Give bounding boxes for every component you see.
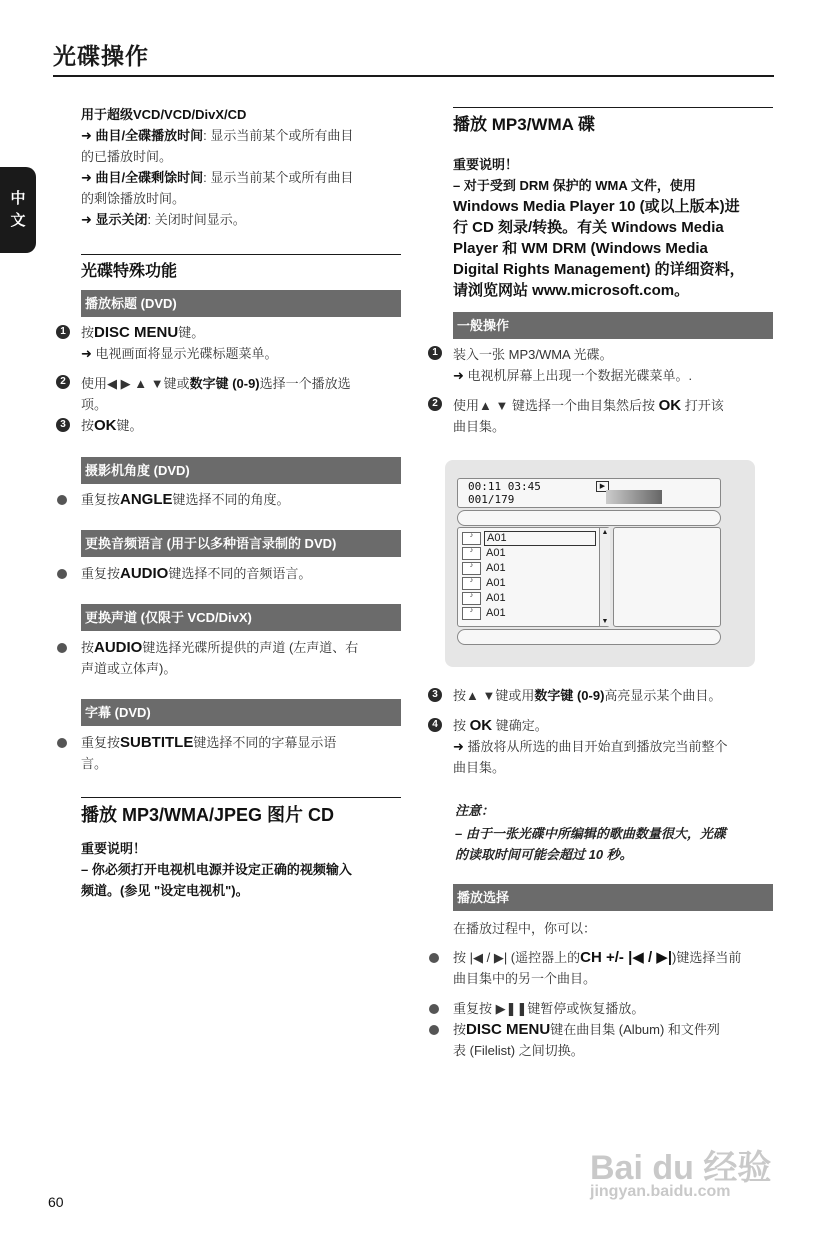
step-number-3: 3 [56,418,70,432]
general-step-4 [453,715,778,778]
note-text: – 由于一张光碟中所编辑的歌曲数量很大，光碟 [455,826,726,841]
intro-heading: 用于超级VCD/VCD/DivX/CD [81,107,247,122]
music-file-icon: ♪ [462,577,481,590]
info-bar [457,510,721,526]
page-number: 60 [48,1194,64,1210]
angle-key: ANGLE [120,491,173,508]
elapsed-time-label: 曲目/全碟播放时间 [95,128,204,143]
intro-section [81,104,401,230]
track-list [457,527,610,627]
language-tab-char-2: 文 [10,212,26,229]
preview-panel [613,527,721,627]
play-select-bullet-2: 重复按 ▶❚❚键暂停或恢复播放。 [453,1001,645,1016]
bullet-text-2: 表 (Filelist) 之间切换。 [453,1043,584,1058]
list-item[interactable] [462,546,596,561]
during-playback-text: 在播放过程中，你可以： [453,921,597,936]
step-number-4: 4 [428,718,442,732]
audio-language-text [81,563,311,584]
bullet-text-2: 曲目集中的另一个曲目。 [453,971,597,986]
step-text: 打开该 [681,398,724,413]
step-result: 电视机屏幕上出现一个数据光碟菜单。. [467,368,693,383]
step-number-1: 1 [56,325,70,339]
bullet-text: 重复按 [81,735,121,750]
ch-key: CH +/- |◀ / ▶| [580,949,673,966]
general-step-3 [453,685,773,706]
bullet-text: 键选择不同的角度。 [172,492,290,507]
list-item[interactable] [462,531,596,546]
step-text: 键确定。 [492,718,548,733]
step-text: 高亮显示某个曲目。 [604,688,722,703]
special-step-3 [81,415,143,436]
track-name: A01 [486,592,506,604]
baidu-watermark-url: jingyan.baidu.com [590,1183,731,1200]
section-rule [81,254,401,255]
special-functions-title: 光碟特殊功能 [81,263,178,280]
elapsed-time-text-2: 的已播放时间。 [81,149,173,164]
baidu-watermark-logo: Bai du 经验 [590,1149,772,1187]
ok-key: OK [658,397,682,414]
arrow-icon: ➜ [453,368,464,383]
step-text: 按 [81,325,95,340]
step-text: 使用◀ ▶ ▲ ▼键或 [81,376,190,391]
arrow-icon: ➜ [81,346,92,361]
arrow-icon: ➜ [81,170,92,185]
step-text: 选择一个播放选 [259,376,351,391]
drm-line: Windows Media Player 10 (或以上版本)进 [453,198,740,215]
list-item[interactable] [462,576,596,591]
step-text: 按▲ ▼键或用 [453,688,535,703]
arrow-icon: ➜ [81,128,92,143]
general-step-1 [453,344,773,386]
section-rule [453,107,773,108]
remaining-time-label: 曲目/全碟剩馀时间 [95,170,204,185]
bullet-text: 按 [453,1022,467,1037]
drm-link-line: 请浏览网站 www.microsoft.com。 [453,282,690,299]
track-name: A01 [486,562,506,574]
bullet [57,738,67,748]
step-result: 电视画面将显示光碟标题菜单。 [95,346,278,361]
step-text: 按 [453,718,470,733]
number-keys: 数字键 (0-9) [534,688,605,703]
drm-line: 行 CD 刻录/转换。有关 Windows Media [453,219,724,236]
bullet [57,643,67,653]
bullet [429,1004,439,1014]
subtitle-key: SUBTITLE [120,734,194,751]
bullet [429,1025,439,1035]
step-number-3: 3 [428,688,442,702]
bullet [57,495,67,505]
important-label: 重要说明！ [453,157,519,172]
mp3-section-title: 播放 MP3/WMA 碟 [453,115,595,134]
subtitle-bar: 字幕 (DVD) [81,699,401,726]
play-icon: ▶ [596,481,609,492]
audio-channel-bar: 更换声道 (仅限于 VCD/DivX) [81,604,401,631]
step-number-2: 2 [56,375,70,389]
status-panel [457,478,721,508]
step-number-1: 1 [428,346,442,360]
bullet-text: 键选择光碟所提供的声道 (左声道、右 [142,640,359,655]
ok-key: OK [94,417,117,434]
important-text: – 你必须打开电视机电源并设定正确的视频输入 [81,862,352,877]
drm-important [453,154,778,301]
bullet-text: )键选择当前 [672,950,742,965]
section-rule [81,797,401,798]
step-text: 键。 [178,325,205,340]
list-item[interactable] [462,561,596,576]
bullet-text-2: 声道或立体声)。 [81,661,177,676]
jpeg-important [81,838,411,901]
step-text-2: 曲目集。 [453,419,506,434]
language-tab [0,167,36,253]
play-select-bullet-3 [453,1019,778,1061]
step-result: 播放将从所选的曲目开始直到播放完当前整个 [467,739,728,754]
step-text: 装入一张 MP3/WMA 光碟。 [453,347,613,362]
audio-language-bar: 更换音频语言 (用于以多种语言录制的 DVD) [81,530,401,557]
arrow-icon: ➜ [453,739,464,754]
music-file-icon: ♪ [462,607,481,620]
title-rule [53,75,774,77]
help-bar [457,629,721,645]
camera-angle-text [81,489,290,510]
general-step-2 [453,395,778,437]
number-keys: 数字键 (0-9) [189,376,260,391]
bullet-text: 按 [81,640,95,655]
track-counter: 001/179 [468,493,515,506]
bullet-text: 键在曲目集 (Album) 和文件列 [550,1022,720,1037]
display-off-text: : 关闭时间显示。 [147,212,246,227]
general-operation-bar: 一般操作 [453,312,773,339]
subtitle-text [81,732,411,774]
play-select-bullet-1 [453,947,778,989]
ok-key: OK [469,717,493,734]
scroll-down-icon[interactable]: ▼ [601,618,609,625]
step-text: 键。 [116,418,143,433]
elapsed-time-text: : 显示当前某个或所有曲目 [203,128,354,143]
disc-menu-key: DISC MENU [94,324,179,341]
important-text-2: 频道。(参见 "设定电视机")。 [81,883,249,898]
note-block [455,800,780,865]
bullet-text: 重复按 [81,566,121,581]
step-number-2: 2 [428,397,442,411]
music-file-icon: ♪ [462,547,481,560]
audio-channel-text [81,637,411,679]
bullet-text: 键选择不同的音频语言。 [168,566,312,581]
list-item[interactable] [462,591,596,606]
page-title: 光碟操作 [53,43,149,69]
note-title: 注意： [455,803,495,818]
bullet-text-2: 言。 [81,756,108,771]
music-file-icon: ♪ [462,562,481,575]
scroll-up-icon[interactable]: ▲ [601,529,609,536]
bullet [57,569,67,579]
music-file-icon: ♪ [462,592,481,605]
audio-key: AUDIO [94,639,143,656]
step-text-2: 项。 [81,397,108,412]
step-text: 按 [81,418,95,433]
audio-key: AUDIO [120,565,169,582]
disc-menu-key: DISC MENU [466,1021,551,1038]
track-name: A01 [484,531,596,546]
bullet [429,953,439,963]
drm-line: Digital Rights Management) 的详细资料， [453,261,745,278]
note-text-2: 的读取时间可能会超过 10 秒。 [455,847,633,862]
level-meter [606,490,662,504]
step-result-2: 曲目集。 [453,760,506,775]
track-name: A01 [486,547,506,559]
time-readout: 00:11 03:45 [468,480,541,493]
display-off-label: 显示关闭 [95,212,148,227]
bullet-text: 重复按 [81,492,121,507]
drm-line: Player 和 WM DRM (Windows Media [453,240,708,257]
drm-line: – 对于受到 DRM 保护的 WMA 文件，使用 [453,178,696,193]
step-text: 使用▲ ▼ 键选择一个曲目集然后按 [453,398,659,413]
remaining-time-text: : 显示当前某个或所有曲目 [203,170,354,185]
jpeg-section-title: 播放 MP3/WMA/JPEG 图片 CD [81,805,335,825]
bullet-text: 按 |◀ / ▶| (遥控器上的 [453,950,581,965]
music-file-icon: ♪ [462,532,481,545]
play-selection-bar: 播放选择 [453,884,773,911]
special-step-1 [81,322,401,364]
special-step-2 [81,373,411,415]
data-disc-menu-screen [445,460,755,667]
language-tab-char-1: 中 [10,190,26,207]
play-title-bar: 播放标题 (DVD) [81,290,401,317]
remaining-time-text-2: 的剩馀播放时间。 [81,191,186,206]
arrow-icon: ➜ [81,212,92,227]
bullet-text: 键选择不同的字幕显示语 [193,735,337,750]
list-item[interactable] [462,606,596,621]
important-label: 重要说明！ [81,841,147,856]
track-name: A01 [486,607,506,619]
scrollbar[interactable] [599,528,610,626]
track-name: A01 [486,577,506,589]
camera-angle-bar: 摄影机角度 (DVD) [81,457,401,484]
